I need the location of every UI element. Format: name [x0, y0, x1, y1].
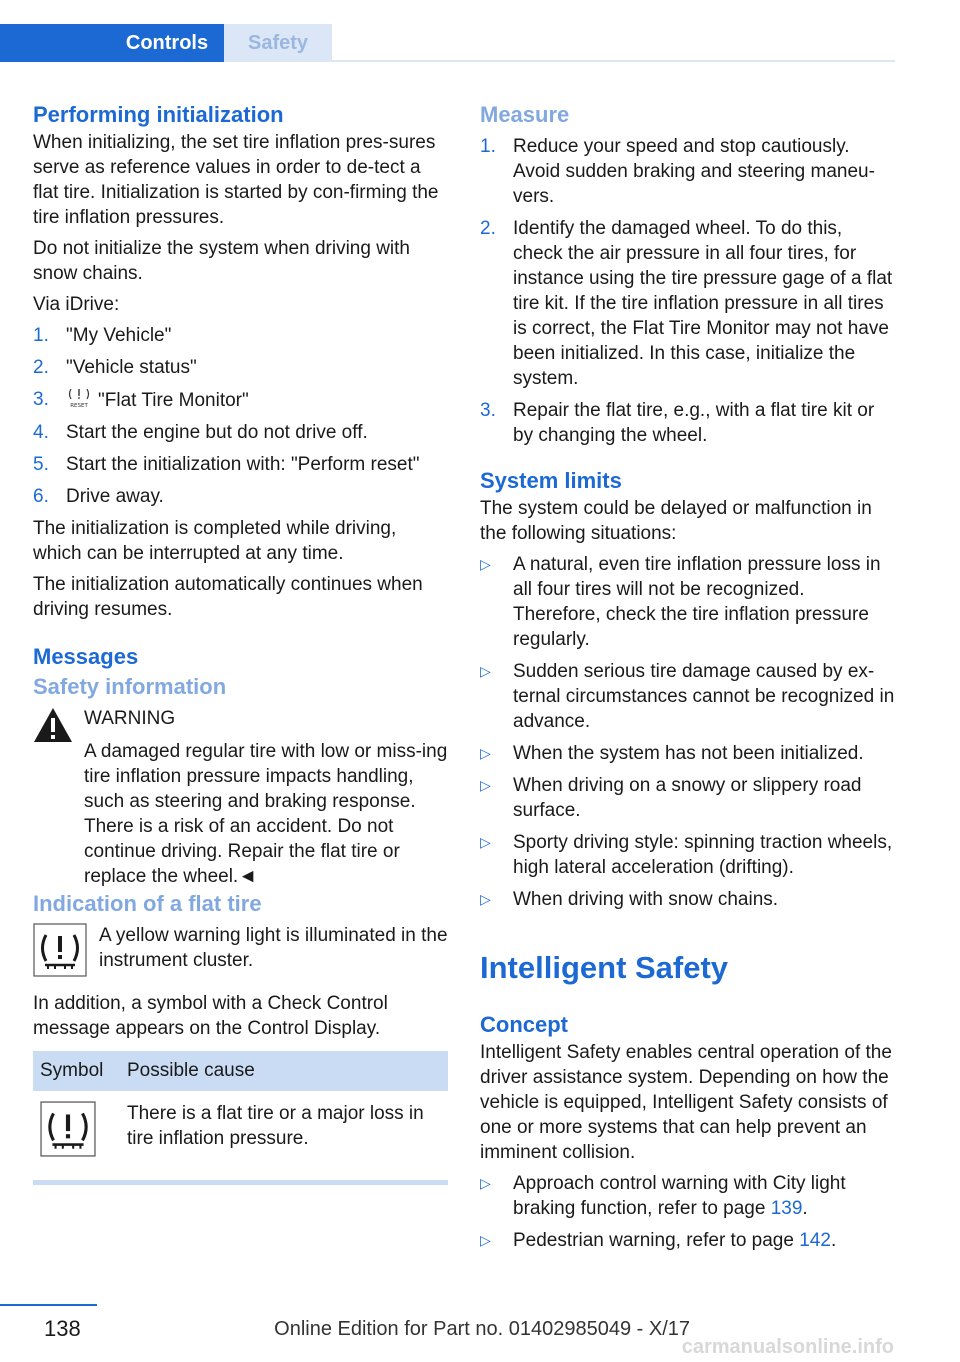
warning-label: WARNING — [84, 708, 176, 729]
tire-pressure-warning-icon — [33, 923, 87, 977]
table-cell-cause: There is a flat tire or a major loss in tire inflation pressure. — [127, 1103, 424, 1149]
list-item: 2. "Vehicle status" — [33, 357, 197, 378]
list-item: ▷ Sporty driving style: spinning traction wheels, high lateral acceleration (drifting). — [480, 832, 893, 878]
page-link-139[interactable]: 139 — [770, 1198, 803, 1219]
warning-text: A damaged regular tire with low or miss-ing tire inflation pressure impacts handling, such as steering and braking response. There is a risk of an accident. Do not continue driving. Repair the flat tire or replace the wheel.◄ — [84, 741, 448, 887]
tire-pressure-warning-icon — [40, 1141, 96, 1162]
initialization-paragraph-1: When initializing, the set tire inflation pres-sures serve as reference values in order to de-tect a flat tire. Initialization is started by con-firming the tire inflation pressures. — [33, 132, 439, 228]
list-item: 4. Start the engine but do not drive off. — [33, 422, 368, 443]
tpms-reset-icon — [66, 387, 92, 409]
initialization-paragraph-3: Via iDrive: — [33, 294, 120, 315]
header-divider — [332, 60, 895, 62]
page-link-142[interactable]: 142 — [799, 1230, 831, 1251]
flat-tire-indicator — [33, 923, 448, 983]
list-item: ▷ When driving with snow chains. — [480, 889, 779, 910]
right-column — [480, 100, 896, 1260]
table-row — [33, 1091, 448, 1174]
svg-text:RESET: RESET — [70, 403, 88, 409]
table-footer-bar — [33, 1180, 448, 1185]
concept-paragraph: Intelligent Safety enables central operation of the driver assistance system. Depending on how the vehicle is equipped, Intelligent Safety consists of one or more systems that can help prevent an imminent collision. — [480, 1042, 892, 1163]
initialization-paragraph-2: Do not initialize the system when driving with snow chains. — [33, 238, 411, 284]
list-item: 1. Reduce your speed and stop cautiously. Avoid sudden braking and steering maneu-vers. — [480, 136, 875, 207]
footer-rule — [0, 1304, 97, 1306]
list-item: ▷ Pedestrian warning, refer to page 142. — [480, 1230, 837, 1251]
system-limits-paragraph: The system could be delayed or malfunction in the following situations: — [480, 498, 872, 544]
concept-heading: Concept — [480, 1012, 568, 1037]
symbol-table — [33, 1051, 448, 1174]
initialization-paragraph-5: The initialization automatically continues when driving resumes. — [33, 574, 423, 620]
messages-heading: Messages — [33, 644, 139, 669]
list-item: 3. RESET "Flat Tire Monitor" — [33, 389, 249, 411]
initialization-heading: Performing initialization — [33, 102, 284, 127]
triangle-bullet-icon: ▷ — [480, 891, 491, 907]
triangle-bullet-icon: ▷ — [480, 834, 491, 850]
flat-tire-heading: Indication of a flat tire — [33, 891, 262, 916]
header-tabs — [0, 24, 895, 62]
edition-note: Online Edition for Part no. 01402985049 - X/17 — [274, 1318, 690, 1340]
system-limits-list — [480, 552, 896, 912]
list-item: ▷ A natural, even tire inflation pressure loss in all four tires will not be recognized. Therefore, check the tire inflation pressure regularly. — [480, 554, 881, 650]
tab-safety[interactable]: Safety — [224, 24, 332, 62]
list-item: ▷ When the system has not been initialized. — [480, 743, 864, 764]
list-item: 2. Identify the damaged wheel. To do this, check the air pressure in all four tires, for instance using the tire pressure gage of a flat tire kit. If the tire inflation pressure in all tires is correct, the Flat Tire Monitor may not have been initialized. In this case, initialize the system. — [480, 218, 893, 389]
left-column — [33, 100, 448, 1185]
table-header-cause: Possible cause — [120, 1051, 448, 1091]
initialization-paragraph-4: The initialization is completed while driving, which can be interrupted at any time. — [33, 518, 397, 564]
list-item: 1. "My Vehicle" — [33, 325, 172, 346]
triangle-bullet-icon: ▷ — [480, 556, 491, 572]
list-item: 3. Repair the flat tire, e.g., with a flat tire kit or by changing the wheel. — [480, 400, 875, 446]
triangle-bullet-icon: ▷ — [480, 1232, 491, 1248]
flat-tire-paragraph-1: A yellow warning light is illuminated in the instrument cluster. — [99, 925, 448, 971]
list-item: 6. Drive away. — [33, 486, 164, 507]
page-number: 138 — [44, 1316, 81, 1341]
list-item: ▷ When driving on a snowy or slippery road surface. — [480, 775, 862, 821]
idrive-steps — [33, 323, 448, 509]
safety-information-heading: Safety information — [33, 674, 227, 699]
table-header-symbol: Symbol — [33, 1051, 120, 1091]
tab-controls[interactable]: Controls — [0, 24, 224, 62]
system-limits-heading: System limits — [480, 468, 622, 493]
intelligent-safety-heading: Intelligent Safety — [480, 950, 729, 985]
measure-heading: Measure — [480, 102, 570, 127]
flat-tire-paragraph-2: In addition, a symbol with a Check Control message appears on the Control Display. — [33, 993, 388, 1039]
list-item: 5. Start the initialization with: "Perform reset" — [33, 454, 420, 475]
list-item: ▷ Approach control warning with City light braking function, refer to page 139. — [480, 1173, 846, 1219]
list-item: ▷ Sudden serious tire damage caused by ex-ternal circumstances cannot be recognized in advance. — [480, 661, 895, 732]
triangle-bullet-icon: ▷ — [480, 777, 491, 793]
measure-steps — [480, 134, 896, 448]
triangle-bullet-icon: ▷ — [480, 663, 491, 679]
triangle-bullet-icon: ▷ — [480, 1175, 491, 1191]
concept-list — [480, 1171, 896, 1253]
warning-triangle-icon — [33, 706, 73, 746]
triangle-bullet-icon: ▷ — [480, 745, 491, 761]
watermark: carmanualsonline.info — [681, 1336, 894, 1358]
warning-block — [33, 706, 448, 889]
